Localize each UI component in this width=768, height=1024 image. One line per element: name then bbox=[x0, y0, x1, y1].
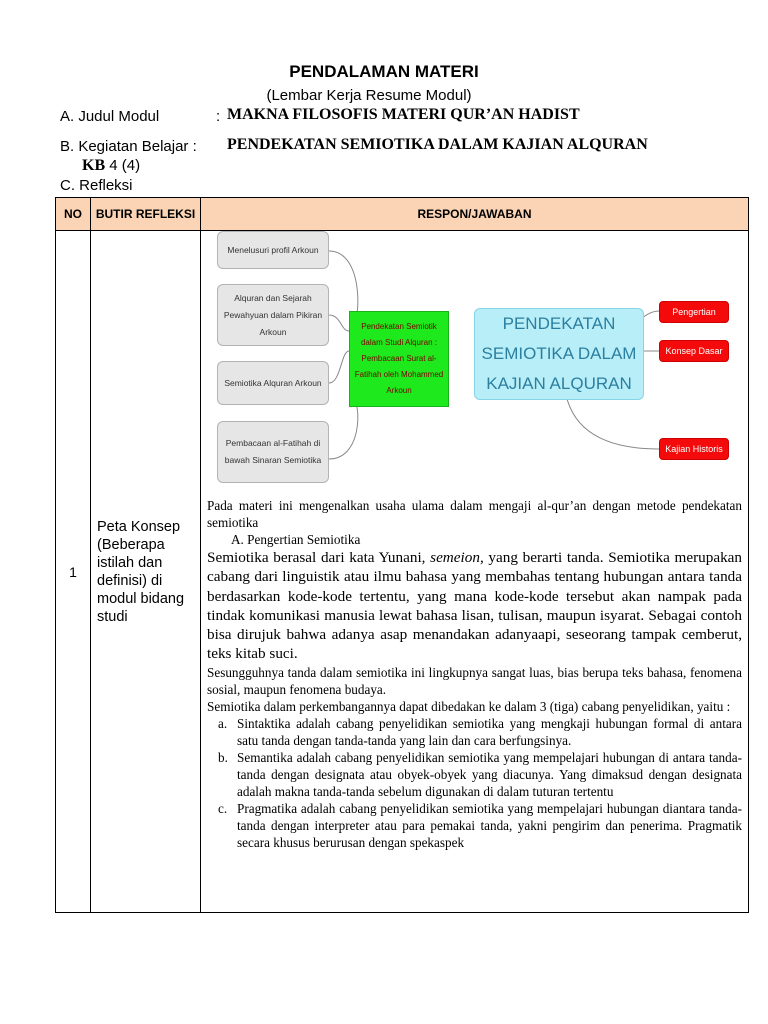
kegiatan-value: PENDEKATAN SEMIOTIKA DALAM KAJIAN ALQURAN bbox=[227, 136, 648, 153]
heading-a-text: Pengertian Semiotika bbox=[247, 532, 361, 547]
list-item-label: b. bbox=[218, 749, 228, 765]
col-respon-header: RESPON/JAWABAN bbox=[201, 198, 749, 231]
row-number: 1 bbox=[56, 231, 91, 913]
kb-line bbox=[82, 157, 140, 175]
judul-label: A. Judul Modul bbox=[60, 108, 160, 125]
list-item bbox=[207, 800, 742, 851]
left-box-fatihah: Pembacaan al-Fatihah di bawah Sinaran Semiotika bbox=[217, 421, 329, 483]
table-header-row bbox=[56, 198, 749, 231]
intro-paragraph: Pada materi ini mengenalkan usaha ulama dalam mengaji al-qur’an dengan metode pendekatan semiotika bbox=[207, 498, 742, 530]
list-item bbox=[207, 749, 742, 800]
kb-label: KB bbox=[82, 157, 106, 174]
def-before: Semiotika berasal dari kata Yunani, bbox=[207, 549, 426, 566]
kb-value: 4 (4) bbox=[109, 157, 141, 174]
right-box-konsep-dasar: Konsep Dasar bbox=[659, 340, 729, 362]
list-item-text: Semantika adalah cabang penyelidikan semiotika yang mempelajari hubungan di antara tanda-tanda dengan designata atau obyek-obyek yang diacunya. Yang dimaksud dengan designata adalah makna tanda-tanda sebelum digunakan di dalam tuturan tertentu bbox=[237, 749, 742, 799]
response-text bbox=[201, 493, 748, 851]
section-heading-a bbox=[207, 531, 742, 548]
scope-paragraph: Sesungguhnya tanda dalam semiotika ini lingkupnya sangat luas, bias berupa teks bahasa, fenomena sosial, maupun fenomena budaya. bbox=[207, 664, 742, 697]
concept-map bbox=[201, 231, 746, 493]
list-item-text: Sintaktika adalah cabang penyelidikan semiotika yang mengkaji hubungan formal di antara satu tanda dengan tanda-tanda yang lain dan cara berfungsinya. bbox=[237, 715, 742, 748]
judul-separator: : bbox=[216, 108, 221, 125]
definition-paragraph bbox=[207, 548, 742, 664]
row-butir: Peta Konsep (Beberapa istilah dan definisi) di modul bidang studi bbox=[91, 231, 201, 913]
respon-cell bbox=[201, 231, 749, 913]
heading-a-label: A. bbox=[231, 532, 244, 547]
green-box-pendekatan: Pendekatan Semiotik dalam Studi Alquran : Pembacaan Surat al-Fatihah oleh Mohammed Arkoun bbox=[349, 311, 449, 407]
def-italic: semeion bbox=[430, 549, 480, 566]
list-item-label: c. bbox=[218, 800, 228, 816]
left-box-semiotika-arkoun: Semiotika Alquran Arkoun bbox=[217, 361, 329, 405]
center-topic: PENDEKATAN SEMIOTIKA DALAM KAJIAN ALQURAN bbox=[474, 308, 644, 400]
refleksi-label: C. Refleksi bbox=[60, 177, 133, 194]
reflection-table bbox=[55, 197, 749, 913]
col-no-header: NO bbox=[56, 198, 91, 231]
left-box-profil: Menelusuri profil Arkoun bbox=[217, 231, 329, 269]
right-box-kajian-historis: Kajian Historis bbox=[659, 438, 729, 460]
kegiatan-label: B. Kegiatan Belajar : bbox=[60, 138, 197, 155]
left-box-sejarah: Alquran dan Sejarah Pewahyuan dalam Pikiran Arkoun bbox=[217, 284, 329, 346]
col-butir-header: BUTIR REFLEKSI bbox=[91, 198, 201, 231]
list-item bbox=[207, 715, 742, 749]
right-box-pengertian: Pengertian bbox=[659, 301, 729, 323]
branches-paragraph: Semiotika dalam perkembangannya dapat dibedakan ke dalam 3 (tiga) cabang penyelidikan, yaitu : bbox=[207, 698, 731, 714]
list-item-text: Pragmatika adalah cabang penyelidikan semiotika yang mempelajari hubungan diantara tanda-tanda dengan interpreter atau para pemakai tanda, yakni pengirim dan penerima. Pragmatik secara khusus berurusan dengan spekaspek bbox=[237, 800, 742, 850]
table-row bbox=[56, 231, 749, 913]
document-title: PENDALAMAN MATERI bbox=[289, 62, 479, 81]
document-subtitle: (Lembar Kerja Resume Modul) bbox=[266, 87, 472, 104]
judul-value: MAKNA FILOSOFIS MATERI QUR’AN HADIST bbox=[227, 106, 580, 123]
list-item-label: a. bbox=[218, 715, 228, 731]
connector-3 bbox=[329, 351, 349, 383]
def-after: , yang berarti tanda. Semiotika merupakan cabang dari linguistik atau ilmu bahasa yang membahas tentang hubungan antara tanda berdasarkan kode-kode tertentu, yang mana kode-kode tersebut akan nampak pada tindak komunikasi manusia lewat bahasa lisan, tulisan, maupun isyarat. Sebagai contoh bisa dirujuk bahwa adanya asap menandakan adanyaapi, seseorang tampak cemberut, teks kitab suci. bbox=[207, 549, 743, 663]
connector-2 bbox=[329, 315, 349, 331]
